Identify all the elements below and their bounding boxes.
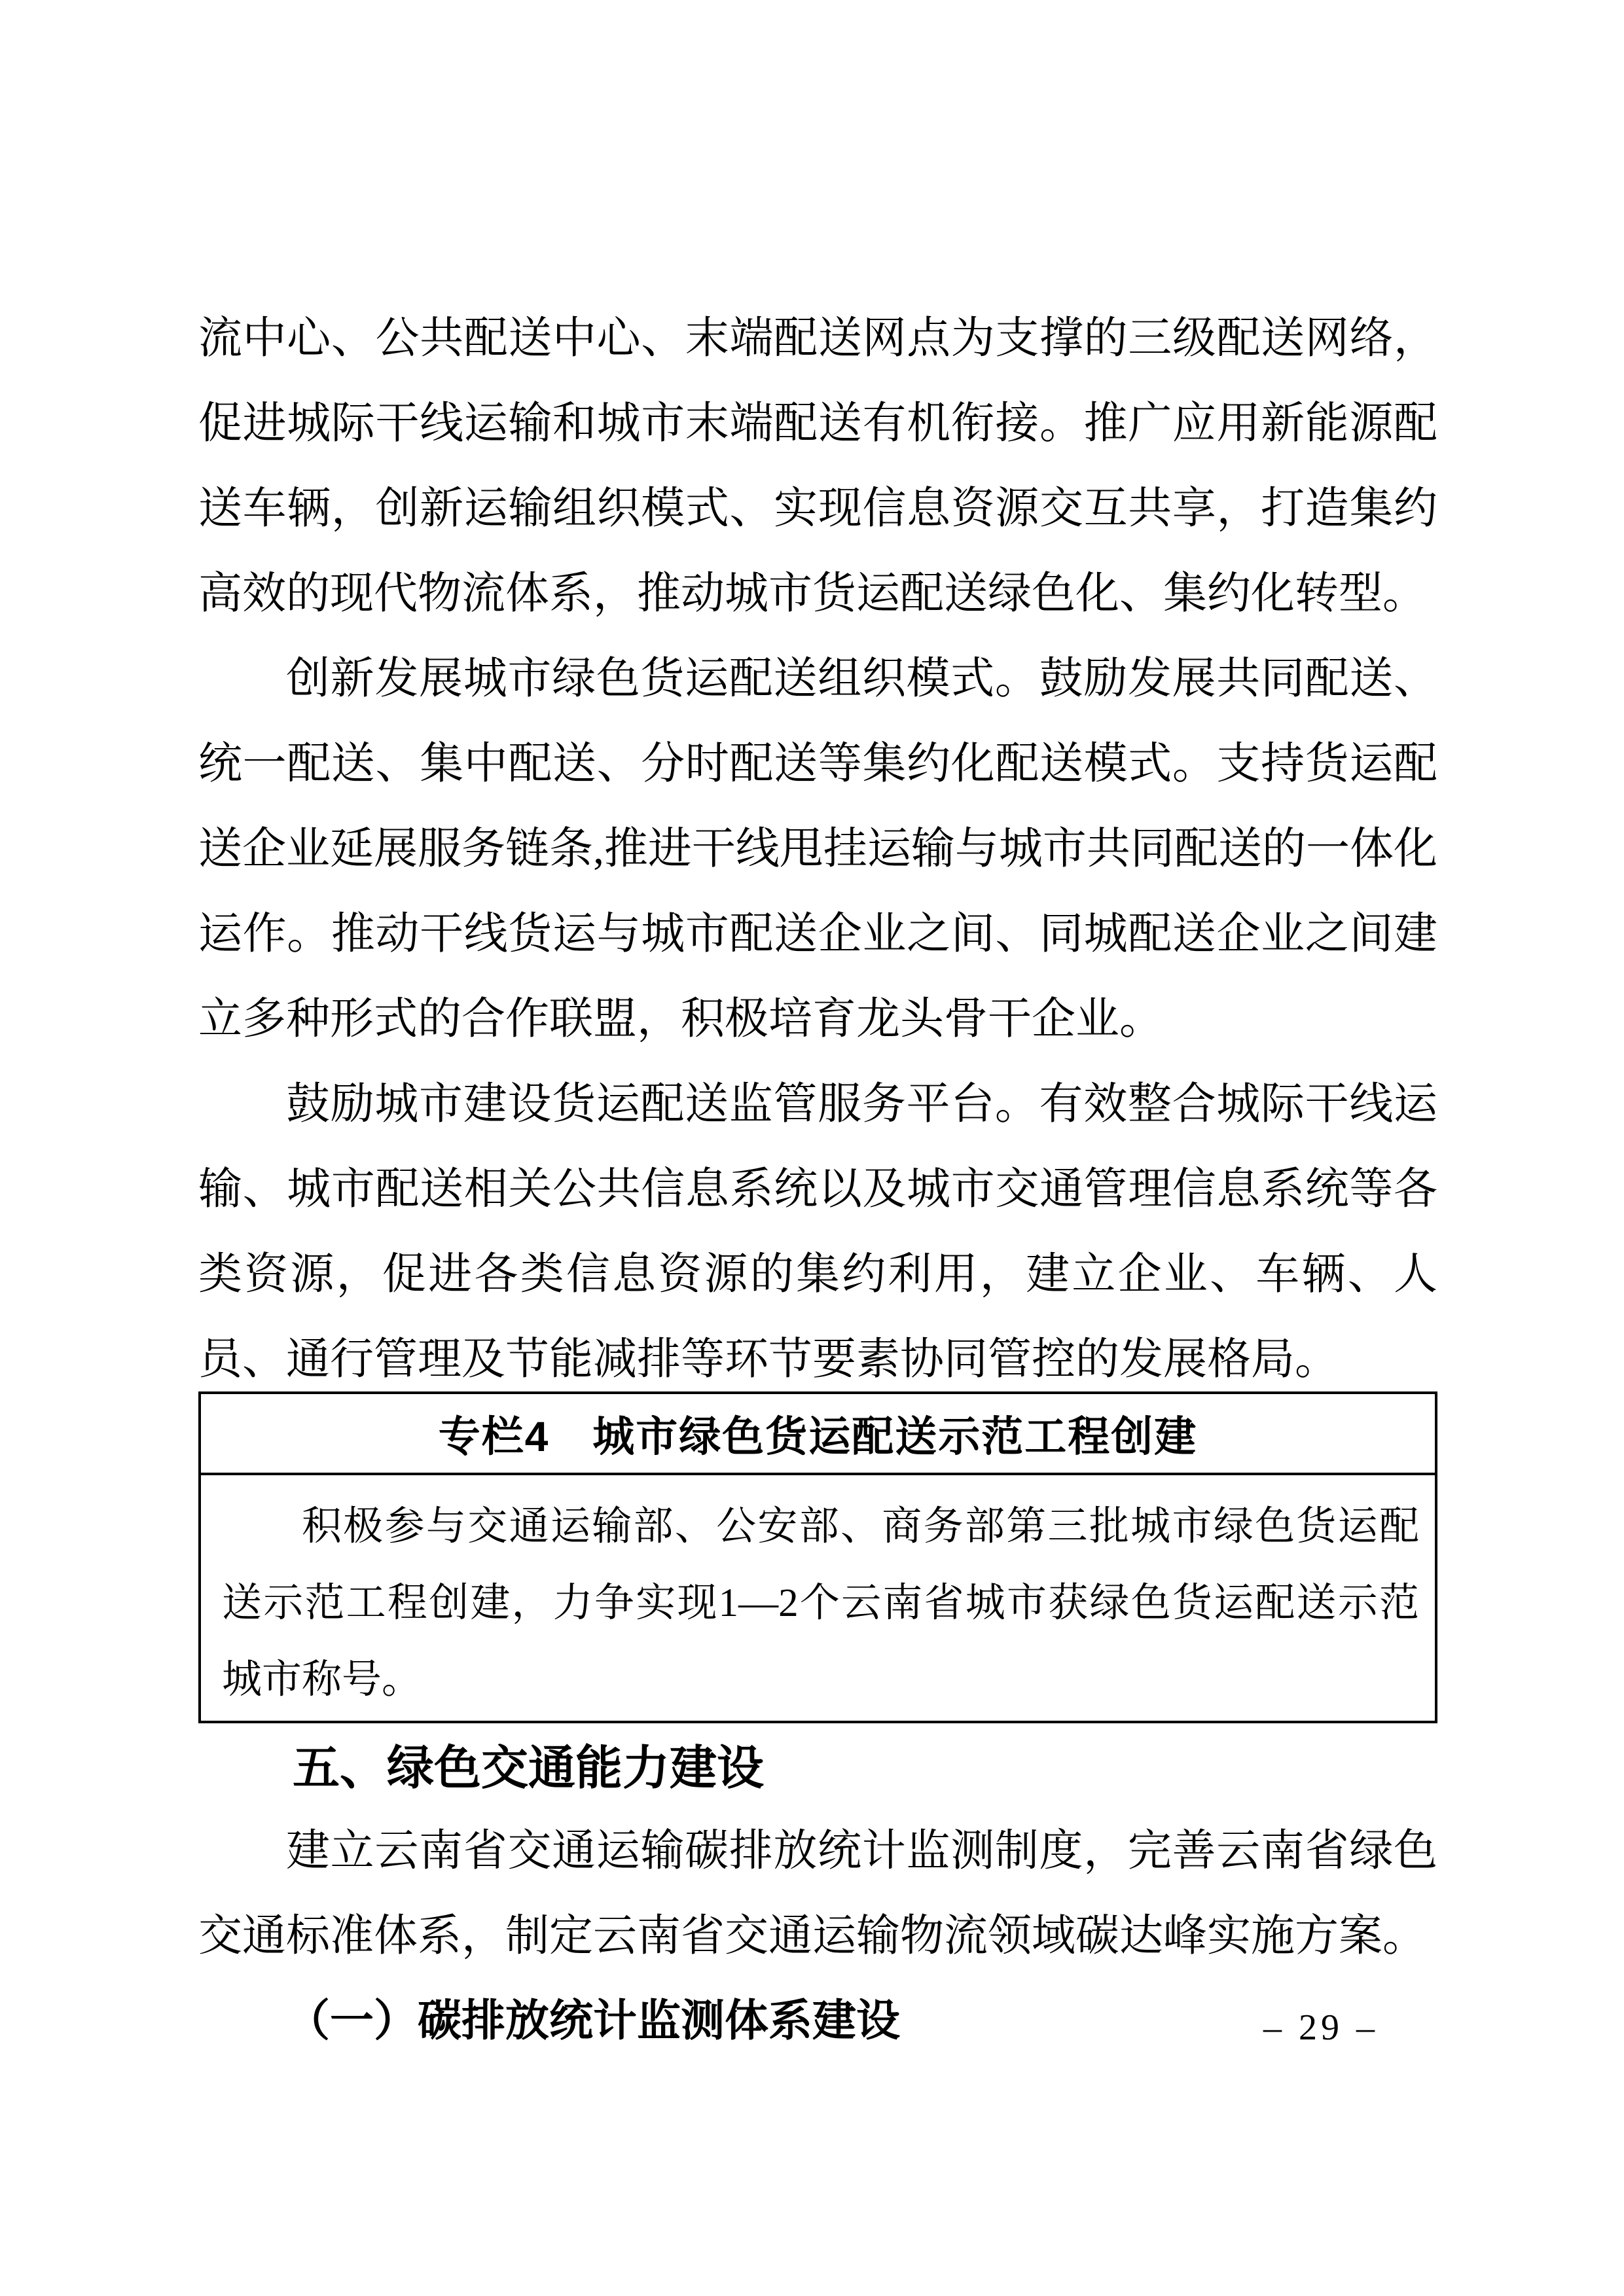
body-paragraph: 创新发展城市绿色货运配送组织模式。鼓励发展共同配送、统一配送、集中配送、分时配送等集约化配送模式。支持货运配送企业延展服务链条,推进干线甩挂运输与城市共同配送的一体化运作。推动干线货运与城市配送企业之间、同城配送企业之间建立多种形式的合作联盟，积极培育龙头骨干企业。 (198, 655, 1437, 1043)
section-paragraph: 建立云南省交通运输碳排放统计监测制度，完善云南省绿色交通标准体系，制定云南省交通运输物流领域碳达峰实施方案。 (198, 1827, 1437, 1960)
body-paragraph: 鼓励城市建设货运配送监管服务平台。有效整合城际干线运输、城市配送相关公共信息系统以及城市交通管理信息系统等各类资源，促进各类信息资源的集约利用，建立企业、车辆、人员、通行管理及节能减排等环节要素协同管控的发展格局。 (198, 1080, 1437, 1384)
page-content (198, 296, 1437, 2064)
page-number: – 29 – (1263, 2007, 1379, 2048)
feature-box-title: 专栏4 城市绿色货运配送示范工程创建 (201, 1394, 1435, 1475)
sub-section-heading: （一）碳排放统计监测体系建设 (286, 1997, 900, 2045)
feature-box (198, 1391, 1437, 1723)
body-paragraph-continued: 流中心、公共配送中心、末端配送网点为支撑的三级配送网络，促进城际干线运输和城市末端配送有机衔接。推广应用新能源配送车辆，创新运输组织模式、实现信息资源交互共享，打造集约高效的现代物流体系，推动城市货运配送绿色化、集约化转型。 (198, 314, 1437, 618)
section-heading: 五、绿色交通能力建设 (293, 1742, 765, 1795)
feature-box-body: 积极参与交通运输部、公安部、商务部第三批城市绿色货运配送示范工程创建，力争实现1—2个云南省城市获绿色货运配送示范城市称号。 (222, 1505, 1419, 1702)
